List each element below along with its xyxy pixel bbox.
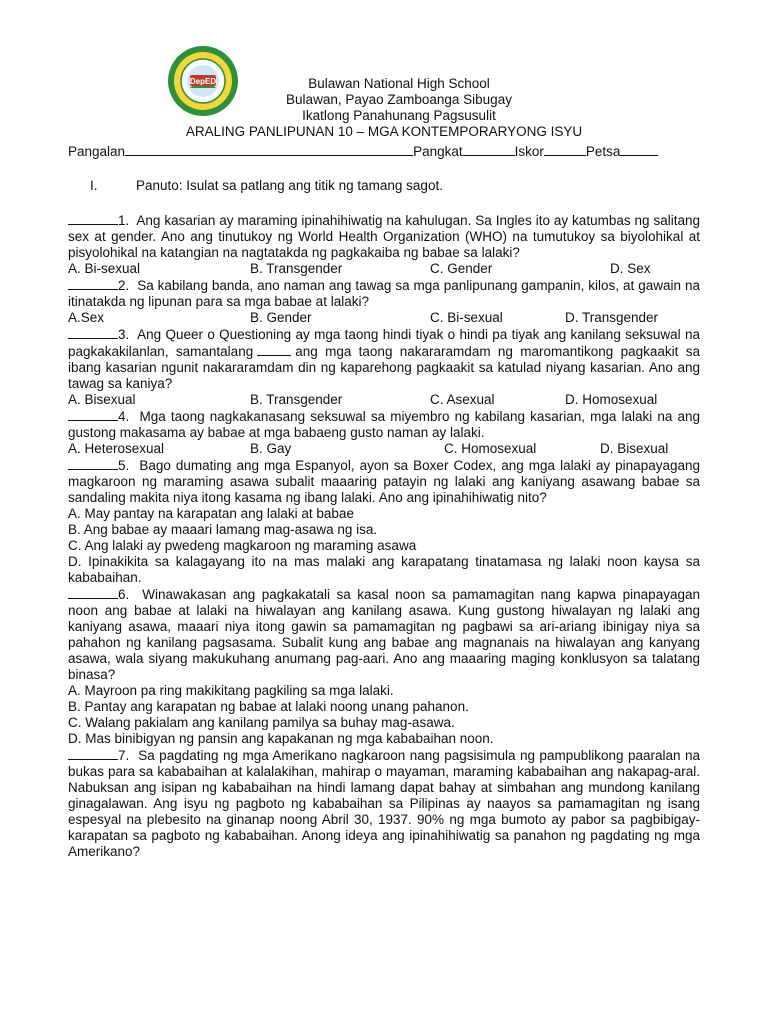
choice-d: D. Ipinakikita sa kalagayang ito na mas malaki ang karapatang tinatamasa ng lalaki noon kaysa sa kababaihan. — [68, 554, 700, 585]
choices-4 — [68, 441, 700, 457]
question-number: 1. — [118, 213, 130, 228]
question-list — [68, 212, 700, 860]
answer-blank-6[interactable] — [68, 586, 118, 599]
question-number: 4. — [118, 409, 130, 424]
question-text-cont: ang mga taong nakararamdam ng maromantikong pagkaakit sa ibang kasarian ngunit nakararamdam din ng kaparehong pagkaakit sa katulad niyang kasarian. Ano ang tawag sa kaniya? — [68, 344, 700, 391]
answer-blank-5[interactable] — [68, 457, 118, 470]
date-label: Petsa — [585, 144, 621, 159]
choice-a: A. May pantay na karapatan ang lalaki at babae — [68, 506, 354, 521]
instruction-line — [68, 178, 700, 196]
choice-c: C. Homosexual — [444, 441, 537, 456]
choice-d: D. Transgender — [565, 310, 659, 325]
choice-c: C. Bi-sexual — [430, 310, 503, 325]
question-5 — [68, 457, 700, 506]
question-6 — [68, 586, 700, 683]
exam-title: Ikatlong Panahunang Pagsusulit — [302, 108, 496, 123]
question-2 — [68, 277, 700, 310]
instruction-text: Panuto: Isulat sa patlang ang titik ng tamang sagot. — [136, 178, 443, 193]
choice-d: D. Homosexual — [565, 392, 658, 407]
choice-b: B. Gender — [250, 310, 312, 325]
question-text: Sa pagdating ng mga Amerikano nagkaroon nang pagsisimula ng pampublikong paaralan na bukas para sa kababaihan at kalalakihan, mahirap o mayaman, maraming kababaihan ang nakapag-aral. Nabuksan ang isipan ng kababaihan na hindi lamang dapat bahay at simbahan ang mundong kanilang ginagalawan. Ang isyu ng pagboto ng kababaihan sa Pilipinas ay naayos sa pamamagitan ng isang espesyal na plebesito na ginanap noong Abril 30, 1937. 90% ng mga bumoto ay pabor sa pagbibigay-karapatan sa pagboto ng kababaihan. Anong ideya ang ipinahihiwatig sa panahon ng pagdating ng mga Amerikano? — [68, 748, 700, 859]
question-3 — [68, 326, 700, 392]
choices-3 — [68, 392, 700, 408]
choice-b: B. Transgender — [250, 261, 343, 276]
question-number: 6. — [118, 587, 130, 602]
answer-blank-2[interactable] — [68, 277, 118, 290]
choice-c: C. Gender — [430, 261, 493, 276]
name-label: Pangalan — [68, 144, 126, 159]
answer-blank-4[interactable] — [68, 408, 118, 421]
choices-2 — [68, 310, 700, 326]
student-info-line — [68, 142, 700, 160]
score-blank[interactable] — [544, 142, 586, 156]
question-text: Ang kasarian ay maraming ipinahihiwatig na kahulugan. Sa Ingles ito ay katumbas ng salitang sex at gender. Ano ang tinutukoy ng World Health Organization (WHO) na tumutukoy sa biyolohikal at pisyolohikal na katangian na nagtatakda ng pagkakaiba ng babae sa lalaki? — [68, 213, 700, 260]
section-blank[interactable] — [463, 142, 515, 156]
answer-blank-1[interactable] — [68, 212, 118, 225]
question-text: Sa kabilang banda, ano naman ang tawag sa mga panlipunang gampanin, kilos, at gawain na itinatakda ng lipunan para sa mga babae at lalaki? — [68, 278, 700, 309]
date-blank[interactable] — [620, 142, 658, 156]
question-7 — [68, 747, 700, 860]
choice-d: D. Sex — [610, 261, 651, 276]
choice-c: C. Walang pakialam ang kanilang pamilya sa buhay mag-asawa. — [68, 715, 455, 730]
choice-b: B. Ang babae ay maaari lamang mag-asawa ng isa. — [68, 522, 378, 537]
choices-1 — [68, 261, 700, 277]
choice-d: D. Mas binibigyan ng pansin ang kapakanan ng mga kababaihan noon. — [68, 731, 494, 746]
instruction-number: I. — [90, 178, 98, 193]
choice-a: A. Heterosexual — [68, 441, 165, 456]
choice-a: A.Sex — [68, 310, 105, 325]
score-label: Iskor — [514, 144, 544, 159]
choice-a: A. Bi-sexual — [68, 261, 141, 276]
question-number: 3. — [118, 327, 130, 342]
answer-blank-7[interactable] — [68, 747, 118, 760]
school-name: Bulawan National High School — [308, 76, 490, 91]
choice-b: B. Transgender — [250, 392, 343, 407]
question-text: Winawakasan ang pagkakatali sa kasal noon sa pamamagitan nang kapwa pinapayagan noon ang babae at lalaki na hiwalayan ang kanilang asawa. Kung gustong hiwalayan ng lalaki ang kaniyang asawa, maaari niya itong gawin sa pamamagitan ng pagbawi sa ari-ariang ibinigay niya sa pahahon ng kanilang pagsasama. Subalit kung ang babae ang magnanais na hiwalayan ang kanyang asawa, wala siyang makukuhang anumang pag-aari. Ano ang maaaring maging konklusyon sa talatang binasa? — [68, 587, 700, 682]
choice-a: A. Mayroon pa ring makikitang pagkiling sa mga lalaki. — [68, 683, 394, 698]
question-4 — [68, 408, 700, 441]
question-1 — [68, 212, 700, 261]
question-text: Ang Queer o Questioning ay mga taong hindi tiyak o hindi pa tiyak ang kanilang seksuwal na pagkakakilanlan, samantalang — [68, 327, 700, 359]
inline-blank — [257, 343, 291, 356]
exam-page — [68, 44, 700, 860]
seal-label: DepED — [189, 77, 217, 86]
section-label: Pangkat — [413, 144, 463, 159]
subject-title: ARALING PANLIPUNAN 10 – MGA KONTEMPORARYONG ISYU — [185, 124, 583, 139]
exam-header — [68, 44, 700, 139]
choice-b: B. Gay — [250, 441, 292, 456]
choice-c: C. Asexual — [430, 392, 495, 407]
choice-d: D. Bisexual — [600, 441, 669, 456]
answer-blank-3[interactable] — [68, 326, 118, 339]
question-number: 2. — [118, 278, 130, 293]
question-number: 7. — [118, 748, 130, 763]
choice-b: B. Pantay ang karapatan ng babae at lalaki noong unang pahanon. — [68, 699, 469, 714]
question-text: Bago dumating ang mga Espanyol, ayon sa Boxer Codex, ang mga lalaki ay pinapayagang magkaroon ng maraming asawa subalit maaaring patayin ng lalaki ang kaniyang asawang babae sa sandaling makita niya itong kasama ng ibang lalaki. Ano ang ipinahihiwatig nito? — [68, 458, 700, 505]
school-address: Bulawan, Payao Zamboanga Sibugay — [286, 92, 512, 107]
choice-c: C. Ang lalaki ay pwedeng magkaroon ng maraming asawa — [68, 538, 417, 553]
choice-a: A. Bisexual — [68, 392, 136, 407]
question-number: 5. — [118, 458, 130, 473]
question-text: Mga taong nagkakanasang seksuwal sa miyembro ng kabilang kasarian, mga lalaki na ang gustong makasama ay babae at mga babaeng gusto naman ay lalaki. — [68, 409, 700, 440]
name-blank[interactable] — [125, 142, 413, 156]
